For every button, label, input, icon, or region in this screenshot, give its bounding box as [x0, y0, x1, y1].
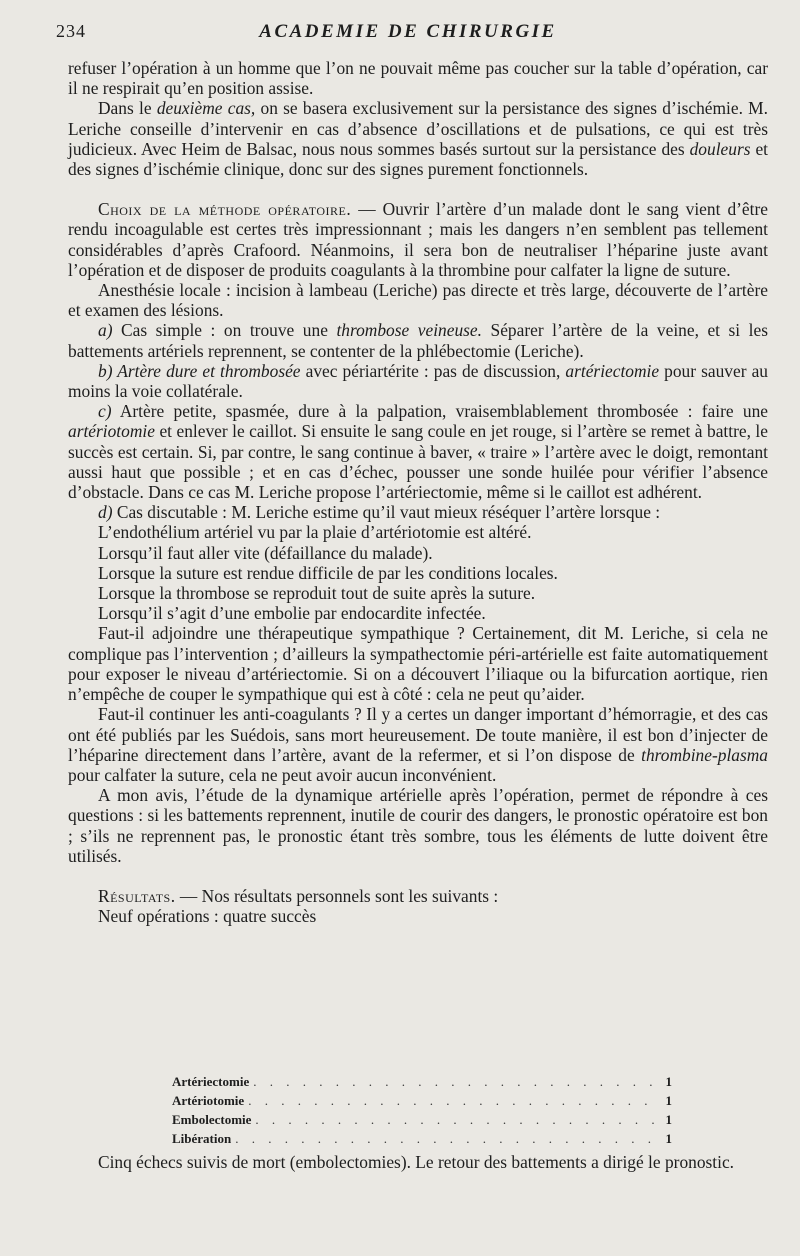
section-paragraph: Choix de la méthode opératoire. — Ouvrir l’artère d’un malade dont le sang vient d’être rendu incoagulable est certes très impressionnant ; mais les dangers n’en semblent pas tellement considérables d’après Crafoord. Néanmoins, il sera bon de neutraliser l’héparine juste avant l’opération et de disposer de produits coagulants à la thrombine pour calfater la ligne de suture.: [68, 199, 768, 280]
table-row: [172, 1129, 672, 1148]
table-row: [172, 1110, 672, 1129]
row-label: Artériectomie: [172, 1074, 250, 1089]
paragraph: c) Artère petite, spasmée, dure à la palpation, vraisemblablement thrombosée : faire une artériotomie et enlever le caillot. Si ensuite le sang coule en jet rouge, si l’artère se remet à battre, le succès est certain. Si, par contre, le sang continue à baver, « traire » l’artère avec le doigt, remontant aussi haut que possible ; et en cas d’échec, pousser une sonde huilée pour vérifier l’absence d’obstacle. Dans ce cas M. Leriche propose l’artériectomie, même si le caillot est adhérent.: [68, 401, 768, 503]
paragraph: Lorsqu’il s’agit d’une embolie par endocardite infectée.: [98, 603, 486, 624]
section-heading: Résultats.: [98, 885, 176, 906]
paragraph: a) Cas simple : on trouve une thrombose veineuse. Séparer l’artère de la veine, et si les battements artériels reprennent, se contenter de la phlébectomie (Leriche).: [68, 320, 768, 361]
row-label: Libération: [172, 1131, 232, 1146]
row-value: 1: [665, 1093, 672, 1108]
paragraph: Anesthésie locale : incision à lambeau (Leriche) pas directe et très large, découverte de l’artère et examen des lésions.: [68, 280, 768, 321]
paragraph: b) Artère dure et thrombosée avec périartérite : pas de discussion, artériectomie pour sauver au moins la voie collatérale.: [68, 360, 768, 402]
table-row: [172, 1072, 672, 1091]
row-label: Embolectomie: [172, 1112, 252, 1127]
row-label: Artériotomie: [172, 1093, 245, 1108]
paragraph: Cinq échecs suivis de mort (embolectomies). Le retour des battements a dirigé le pronostic.: [98, 1152, 735, 1172]
section-paragraph: Résultats. — Nos résultats personnels sont les suivants :: [98, 885, 499, 906]
leader-dots: [248, 1091, 654, 1110]
paragraph: Faut-il continuer les anti-coagulants ? Il y a certes un danger important d’hémorragie, et des cas ont été publiés par les Suédois, sans mort heureusement. De toute manière, il est bon d’injecter de l’héparine directement dans l’artère, avant de la refermer, et si l’on dispose de thrombine-plasma pour calfater la suture, cela ne peut avoir aucun inconvénient.: [68, 704, 768, 785]
paragraph: d) Cas discutable : M. Leriche estime qu’il vaut mieux réséquer l’artère lorsque :: [98, 502, 661, 523]
leader-dots: [253, 1072, 654, 1091]
page-header: [56, 21, 760, 45]
paragraph: refuser l’opération à un homme que l’on ne pouvait même pas coucher sur la table d’opération, car il ne respirait qu’en position assise.: [68, 58, 768, 99]
results-table: [172, 1072, 672, 1148]
paragraph: A mon avis, l’étude de la dynamique artérielle après l’opération, permet de répondre à ces questions : si les battements reprennent, inutile de courir des dangers, le pronostic opératoire est bon ; s’ils ne reprennent pas, le pronostic étant très sombre, tous les éléments de lutte doivent être utilisés.: [68, 785, 768, 866]
page-number: 234: [56, 21, 86, 41]
paragraph: Lorsqu’il faut aller vite (défaillance du malade).: [98, 542, 433, 563]
body-text: [68, 58, 768, 926]
paragraph: L’endothélium artériel vu par la plaie d’artériotomie est altéré.: [98, 522, 532, 543]
row-value: 1: [665, 1074, 672, 1089]
row-value: 1: [665, 1112, 672, 1127]
closing-text: [68, 1152, 768, 1172]
running-title: ACADEMIE DE CHIRURGIE: [259, 21, 557, 42]
paragraph: Dans le deuxième cas, on se basera exclusivement sur la persistance des signes d’ischémie. M. Leriche conseille d’intervenir en cas d’absence d’oscillations et de pulsations, ce qui est très judicieux. Avec Heim de Balsac, nous nous sommes basés surtout sur la persistance des douleurs et des signes d’ischémie clinique, donc sur des signes purement fonctionnels.: [68, 98, 768, 180]
section-heading: Choix de la méthode opératoire.: [98, 199, 352, 220]
row-value: 1: [665, 1131, 672, 1146]
paragraph: Neuf opérations : quatre succès: [98, 906, 317, 927]
paragraph: Faut-il adjoindre une thérapeutique sympathique ? Certainement, dit M. Leriche, si cela ne complique pas l’intervention ; d’ailleurs la sympathectomie péri-artérielle est faite automatiquement pour exposer le niveau d’artériectomie. Si on a découvert l’iliaque ou la bifurcation aortique, rien n’empêche de couper le sympathique qui est à côté : cela ne peut qu’aider.: [68, 623, 768, 705]
leader-dots: [235, 1129, 654, 1148]
leader-dots: [255, 1110, 654, 1129]
paragraph: Lorsque la suture est rendue difficile de par les conditions locales.: [98, 562, 558, 583]
table-row: [172, 1091, 672, 1110]
paragraph: Lorsque la thrombose se reproduit tout de suite après la suture.: [98, 583, 536, 604]
